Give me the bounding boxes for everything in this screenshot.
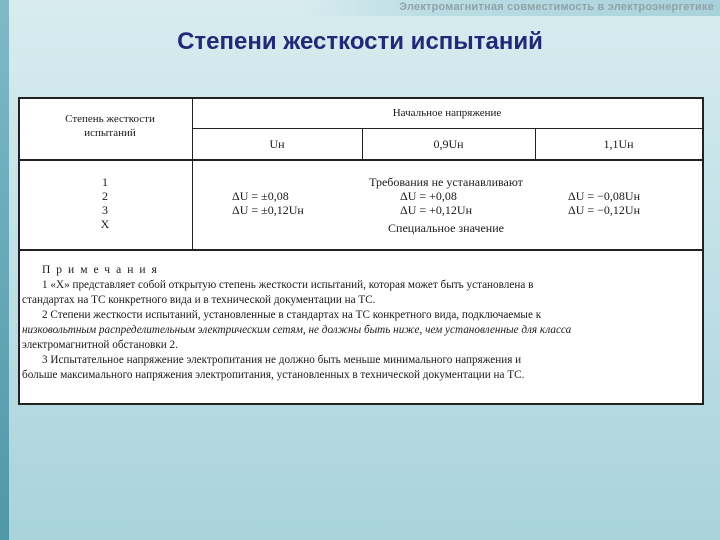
note-2-line-2: низковольтным распределительным электрическим сетям, не должны быть ниже, чем установленные для класса bbox=[22, 324, 572, 336]
un-level-2: ΔU = ±0,08 bbox=[232, 189, 289, 203]
subheader-09un: 0,9Uн bbox=[433, 137, 464, 151]
notes-title: Примечания bbox=[42, 264, 163, 276]
col1-header-line2: испытаний bbox=[84, 127, 136, 139]
note-1-line-2: стандартах на ТС конкретного вида и в технической документации на ТС. bbox=[22, 294, 376, 306]
level-3: 3 bbox=[102, 203, 108, 217]
u09-level-3: ΔU = +0,12Uн bbox=[400, 203, 473, 217]
header-bottom-border bbox=[20, 159, 702, 161]
note-3-line-1: 3 Испытательное напряжение электропитания не должно быть меньше минимального напряжения и bbox=[42, 354, 522, 366]
document-bottom-border bbox=[20, 403, 702, 405]
note-2-line-3: электромагнитной обстановки 2. bbox=[22, 339, 178, 351]
notes-section bbox=[22, 263, 698, 383]
table-bottom-border bbox=[20, 249, 702, 251]
level-x: X bbox=[100, 217, 110, 231]
level-2: 2 bbox=[102, 189, 108, 203]
u09-level-x: Специальное значение bbox=[388, 221, 504, 235]
u09-level-2: ΔU = +0,08 bbox=[400, 189, 457, 203]
group-header: Начальное напряжение bbox=[392, 107, 502, 119]
col1-header-line1: Степень жесткости bbox=[65, 113, 155, 125]
note-3-line-2: больше максимального напряжения электропитания, установленных в технической документации на ТС. bbox=[22, 369, 525, 381]
col-divider-1 bbox=[192, 97, 193, 250]
table-top-border bbox=[20, 97, 702, 99]
subheader-un: Uн bbox=[269, 137, 285, 151]
note-2-line-1: 2 Степени жесткости испытаний, установленные в стандартах на ТС конкретного вида, подключаемые к bbox=[42, 309, 542, 321]
note-1-line-1: 1 «X» представляет собой открытую степень жесткости испытаний, которая может быть установлена в bbox=[42, 279, 534, 291]
u11-level-3: ΔU = −0,12Uн bbox=[568, 203, 641, 217]
u09-level-1: Требования не устанавливают bbox=[369, 175, 523, 189]
scanned-document bbox=[18, 97, 704, 405]
slide-title: Степени жесткости испытаний bbox=[177, 28, 543, 55]
un-level-3: ΔU = ±0,12Uн bbox=[232, 203, 304, 217]
top-header-band bbox=[300, 0, 720, 16]
subheader-11un: 1,1Uн bbox=[603, 137, 634, 151]
u11-level-2: ΔU = −0,08Uн bbox=[568, 189, 641, 203]
header-divider bbox=[192, 128, 702, 129]
left-accent-bar bbox=[0, 0, 9, 540]
header-title: Электромагнитная совместимость в электроэнергетике bbox=[399, 1, 714, 13]
level-1: 1 bbox=[102, 175, 108, 189]
